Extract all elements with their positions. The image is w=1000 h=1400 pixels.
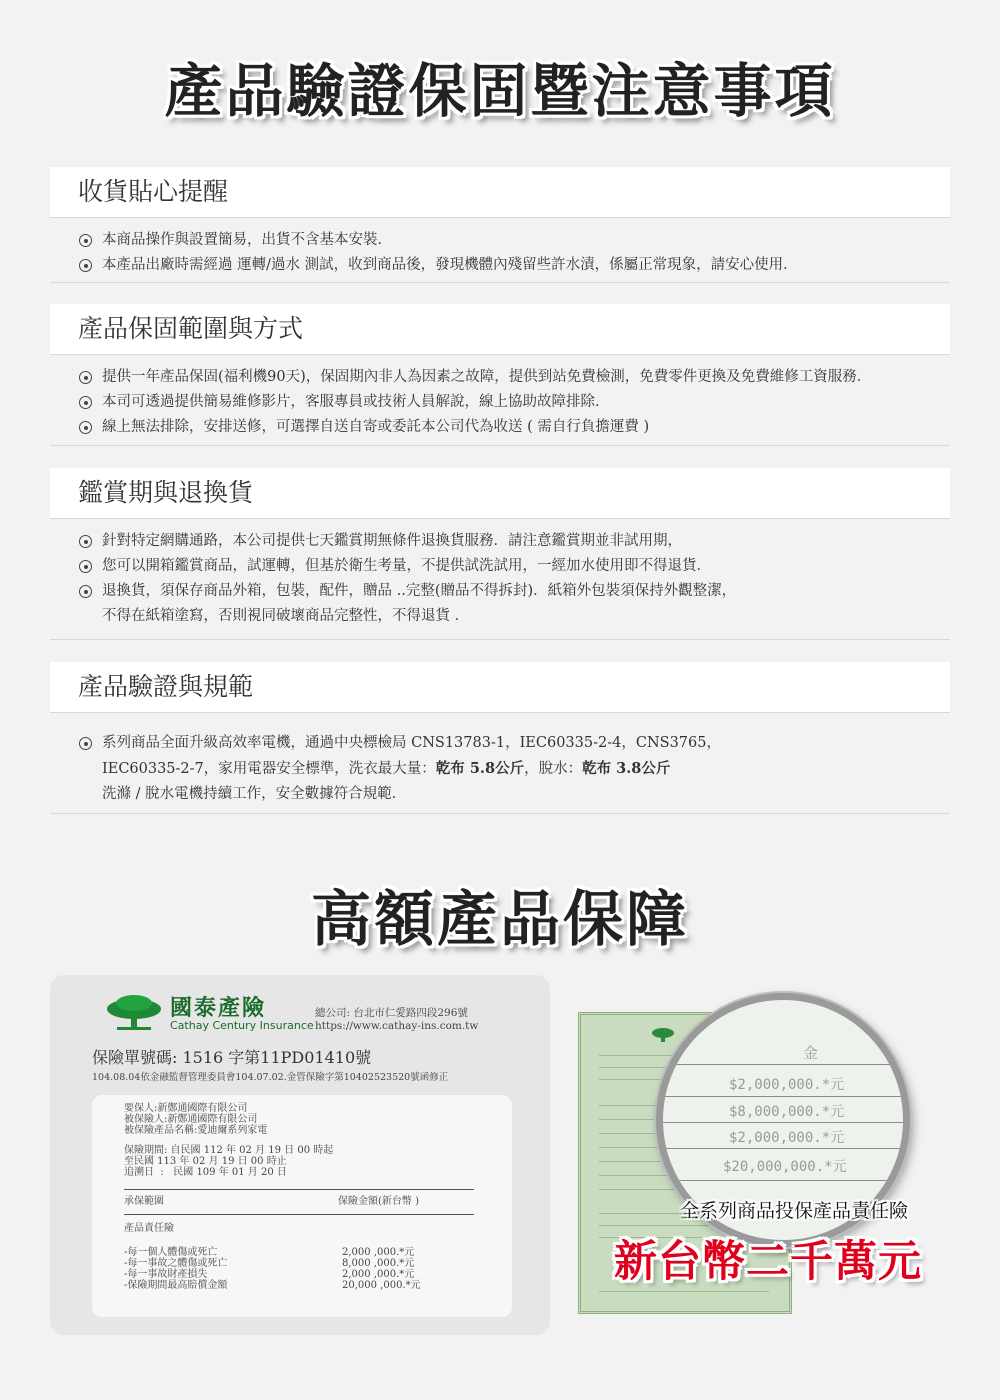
period-start: 保險期間: 自民國 112 年 02 月 19 日 00 時起 [124, 1145, 334, 1156]
coverage-item: -每一個人體傷或死亡 [124, 1247, 218, 1258]
approval-note: 104.08.04依金融監督管理委員會104.07.02.金管保險字第10402523520號函修正 [92, 1072, 449, 1083]
spec-line: IEC60335-2-7，家用電器安全標準，洗衣最大量：乾布 5.8公斤，脫水：乾布 3.8公斤 [102, 760, 671, 777]
list-item: 系列商品全面升級高效率電機，通過中央標檢局 CNS13783-1，IEC60335-2-4，CNS3765， [78, 731, 950, 756]
bullet-icon [79, 421, 92, 434]
retro-date: 追溯日 : 民國 109 年 01 月 20 日 [124, 1167, 287, 1178]
page-title: 產品驗證保固暨注意事項 [164, 57, 836, 125]
bullet-icon [79, 234, 92, 247]
divider [124, 1214, 474, 1215]
section-body-certification [50, 712, 950, 814]
section-heading-warranty: 產品保固範圍與方式 [50, 304, 950, 354]
magnified-amount: $20,000,000.*元 [723, 1159, 847, 1175]
promo-insurance-amount: 新台幣二千萬元 [614, 1237, 922, 1287]
list-item: 本商品操作與設置簡易，出貨不含基本安裝． [78, 228, 950, 253]
guarantee-title: 高額產品保障 [311, 885, 689, 955]
insurer-address: 總公司: 台北市仁愛路四段296號 https://www.cathay-ins.com.tw [315, 1007, 479, 1032]
coverage-amount: 2,000 ,000.*元 [342, 1247, 415, 1258]
bullet-icon [79, 259, 92, 272]
list-item: 本司可透過提供簡易維修影片，客服專員或技術人員解說，線上協助故障排除． [78, 390, 950, 415]
policy-card [50, 975, 550, 1335]
column-header-scope: 承保範圍 [124, 1196, 164, 1207]
list-item-continuation: 不得在紙箱塗寫，否則視同破壞商品完整性，不得退貨 ． [102, 608, 470, 624]
coverage-item: -每一事故財產損失 [124, 1269, 208, 1280]
bullet-icon [79, 737, 92, 750]
list-item: 您可以開箱鑑賞商品，試運轉，但基於衛生考量，不提供試洗試用，一經加水使用即不得退貨． [78, 554, 950, 579]
policy-number: 保險單號碼: 1516 字第11PD01410號 [92, 1048, 372, 1067]
section-body-warranty [50, 354, 950, 446]
bullet-icon [79, 371, 92, 384]
list-item: 線上無法排除，安排送修，可選擇自送自寄或委託本公司代為收送 ( 需自行負擔運費 ) [78, 415, 950, 440]
section-heading-certification: 產品驗證與規範 [50, 662, 950, 712]
liability-type: 產品責任險 [124, 1223, 174, 1234]
list-item: 提供一年產品保固(福利機90天)，保固期內非人為因素之故障，提供到站免費檢測，免費零件更換及免費維修工資服務． [78, 365, 950, 390]
list-item: 退換貨，須保存商品外箱，包裝，配件，贈品 ..完整(贈品不得拆封)．紙箱外包裝須保持外觀整潔， [78, 579, 950, 604]
bullet-icon [79, 585, 92, 598]
magnified-amount: $2,000,000.*元 [729, 1130, 845, 1146]
magnified-header: 金 [803, 1044, 819, 1062]
divider [124, 1189, 474, 1190]
coverage-amount: 8,000 ,000.*元 [342, 1258, 415, 1269]
coverage-amount: 2,000 ,000.*元 [342, 1269, 415, 1280]
bullet-icon [79, 560, 92, 573]
magnified-amount: $2,000,000.*元 [729, 1077, 845, 1093]
magnified-amount: $8,000,000.*元 [729, 1104, 845, 1120]
insurer-name: 國泰產險 [170, 996, 267, 1021]
column-header-amount: 保險金額(新台幣 ) [338, 1196, 419, 1207]
policy-holder: 要保人:新鄭通國際有限公司 [124, 1103, 248, 1114]
spec-line: 洗滌 / 脫水電機持續工作，安全數據符合規範． [102, 786, 407, 802]
section-heading-receiving: 收貨貼心提醒 [50, 167, 950, 217]
period-end: 至民國 113 年 02 月 19 日 00 時止 [124, 1156, 287, 1167]
section-body-receiving [50, 217, 950, 283]
policy-details [92, 1095, 512, 1317]
bullet-icon [79, 396, 92, 409]
insured-product: 被保險產品名稱:愛迪爾系列家電 [124, 1125, 268, 1136]
coverage-item: -每一事故之體傷或死亡 [124, 1258, 228, 1269]
list-item: 針對特定網購通路，本公司提供七天鑑賞期無條件退換貨服務．請注意鑑賞期並非試用期， [78, 529, 950, 554]
insured-party: 被保險人:新鄭通國際有限公司 [124, 1114, 258, 1125]
insurer-name-en: Cathay Century Insurance [170, 1019, 314, 1032]
list-item: 本產品出廠時需經過 運轉/過水 測試，收到商品後，發現機體內殘留些許水漬，係屬正常現象，請安心使用． [78, 253, 950, 278]
coverage-amount: 20,000 ,000.*元 [342, 1280, 421, 1291]
certificate-logo-icon [651, 1025, 687, 1043]
coverage-item: -保險期間最高賠償金額 [124, 1280, 228, 1291]
section-body-returns [50, 518, 950, 640]
bullet-icon [79, 535, 92, 548]
section-heading-returns: 鑑賞期與退換貨 [50, 468, 950, 518]
promo-insurance-line: 全系列商品投保產品責任險 [680, 1200, 909, 1222]
insurer-url: https://www.cathay-ins.com.tw [315, 1020, 479, 1032]
cathay-tree-logo-icon [105, 992, 163, 1032]
